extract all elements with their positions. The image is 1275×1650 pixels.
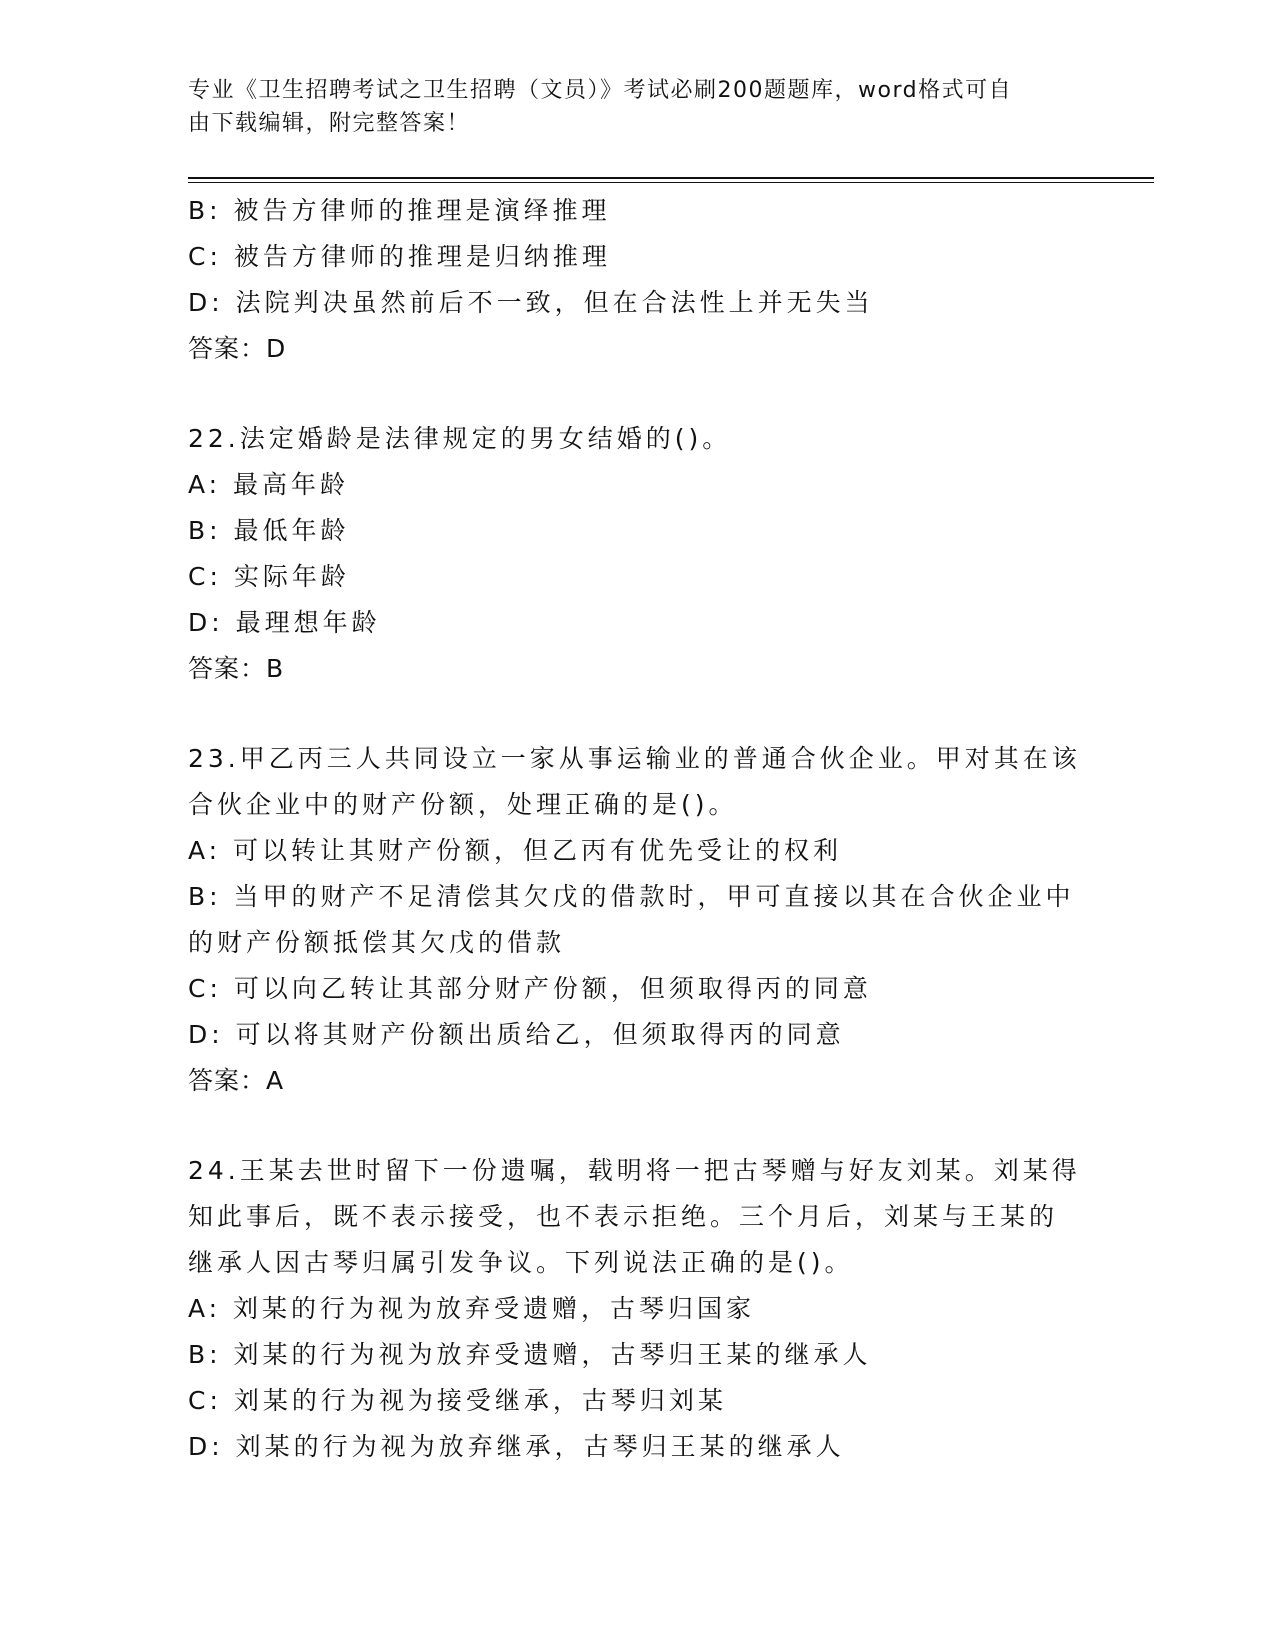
option-c: C: 被告方律师的推理是归纳推理 xyxy=(188,242,611,271)
option-b-line-2: 的财产份额抵偿其欠戊的借款 xyxy=(188,928,566,957)
question-stem-line-2: 合伙企业中的财产份额，处理正确的是()。 xyxy=(188,790,738,819)
spacer xyxy=(188,692,1088,736)
answer-line: 答案：A xyxy=(188,1066,285,1095)
question-stem-line-2: 知此事后，既不表示接受，也不表示拒绝。三个月后，刘某与王某的 xyxy=(188,1202,1059,1231)
previous-question-tail xyxy=(188,188,1088,372)
option-c: C: 刘某的行为视为接受继承，古琴归刘某 xyxy=(188,1386,727,1415)
option-c: C: 可以向乙转让其部分财产份额，但须取得丙的同意 xyxy=(188,974,872,1003)
header-divider-thin xyxy=(188,182,1154,183)
option-d: D: 刘某的行为视为放弃继承，古琴归王某的继承人 xyxy=(188,1432,845,1461)
option-a: A: 刘某的行为视为放弃受遗赠，古琴归国家 xyxy=(188,1294,756,1323)
option-b: B: 被告方律师的推理是演绎推理 xyxy=(188,196,611,225)
question-stem-line-3: 继承人因古琴归属引发争议。下列说法正确的是()。 xyxy=(188,1248,854,1277)
option-d: D: 最理想年龄 xyxy=(188,608,381,637)
option-d: D: 法院判决虽然前后不一致，但在合法性上并无失当 xyxy=(188,288,874,317)
spacer xyxy=(188,1104,1088,1148)
question-stem: 22.法定婚龄是法律规定的男女结婚的()。 xyxy=(188,424,732,453)
answer-line: 答案：B xyxy=(188,654,285,683)
option-a: A: 最高年龄 xyxy=(188,470,350,499)
answer-line: 答案：D xyxy=(188,334,287,363)
question-stem-line-1: 24.王某去世时留下一份遗嘱，载明将一把古琴赠与好友刘某。刘某得 xyxy=(188,1156,1081,1185)
option-b: B: 刘某的行为视为放弃受遗赠，古琴归王某的继承人 xyxy=(188,1340,872,1369)
header-line-2: 由下载编辑，附完整答案！ xyxy=(188,111,471,136)
option-a: A: 可以转让其财产份额，但乙丙有优先受让的权利 xyxy=(188,836,843,865)
document-header xyxy=(188,74,1088,140)
question-24 xyxy=(188,1148,1088,1470)
question-content xyxy=(188,188,1088,1470)
question-23 xyxy=(188,736,1088,1104)
option-b-line-1: B: 当甲的财产不足清偿其欠戊的借款时，甲可直接以其在合伙企业中 xyxy=(188,882,1075,911)
question-22 xyxy=(188,416,1088,692)
spacer xyxy=(188,372,1088,416)
option-d: D: 可以将其财产份额出质给乙，但须取得丙的同意 xyxy=(188,1020,845,1049)
option-c: C: 实际年龄 xyxy=(188,562,350,591)
option-b: B: 最低年龄 xyxy=(188,516,350,545)
header-line-1: 专业《卫生招聘考试之卫生招聘（文员）》考试必刷200题题库，word格式可自 xyxy=(188,78,1013,103)
header-divider-thick xyxy=(188,177,1154,179)
question-stem-line-1: 23.甲乙丙三人共同设立一家从事运输业的普通合伙企业。甲对其在该 xyxy=(188,744,1081,773)
